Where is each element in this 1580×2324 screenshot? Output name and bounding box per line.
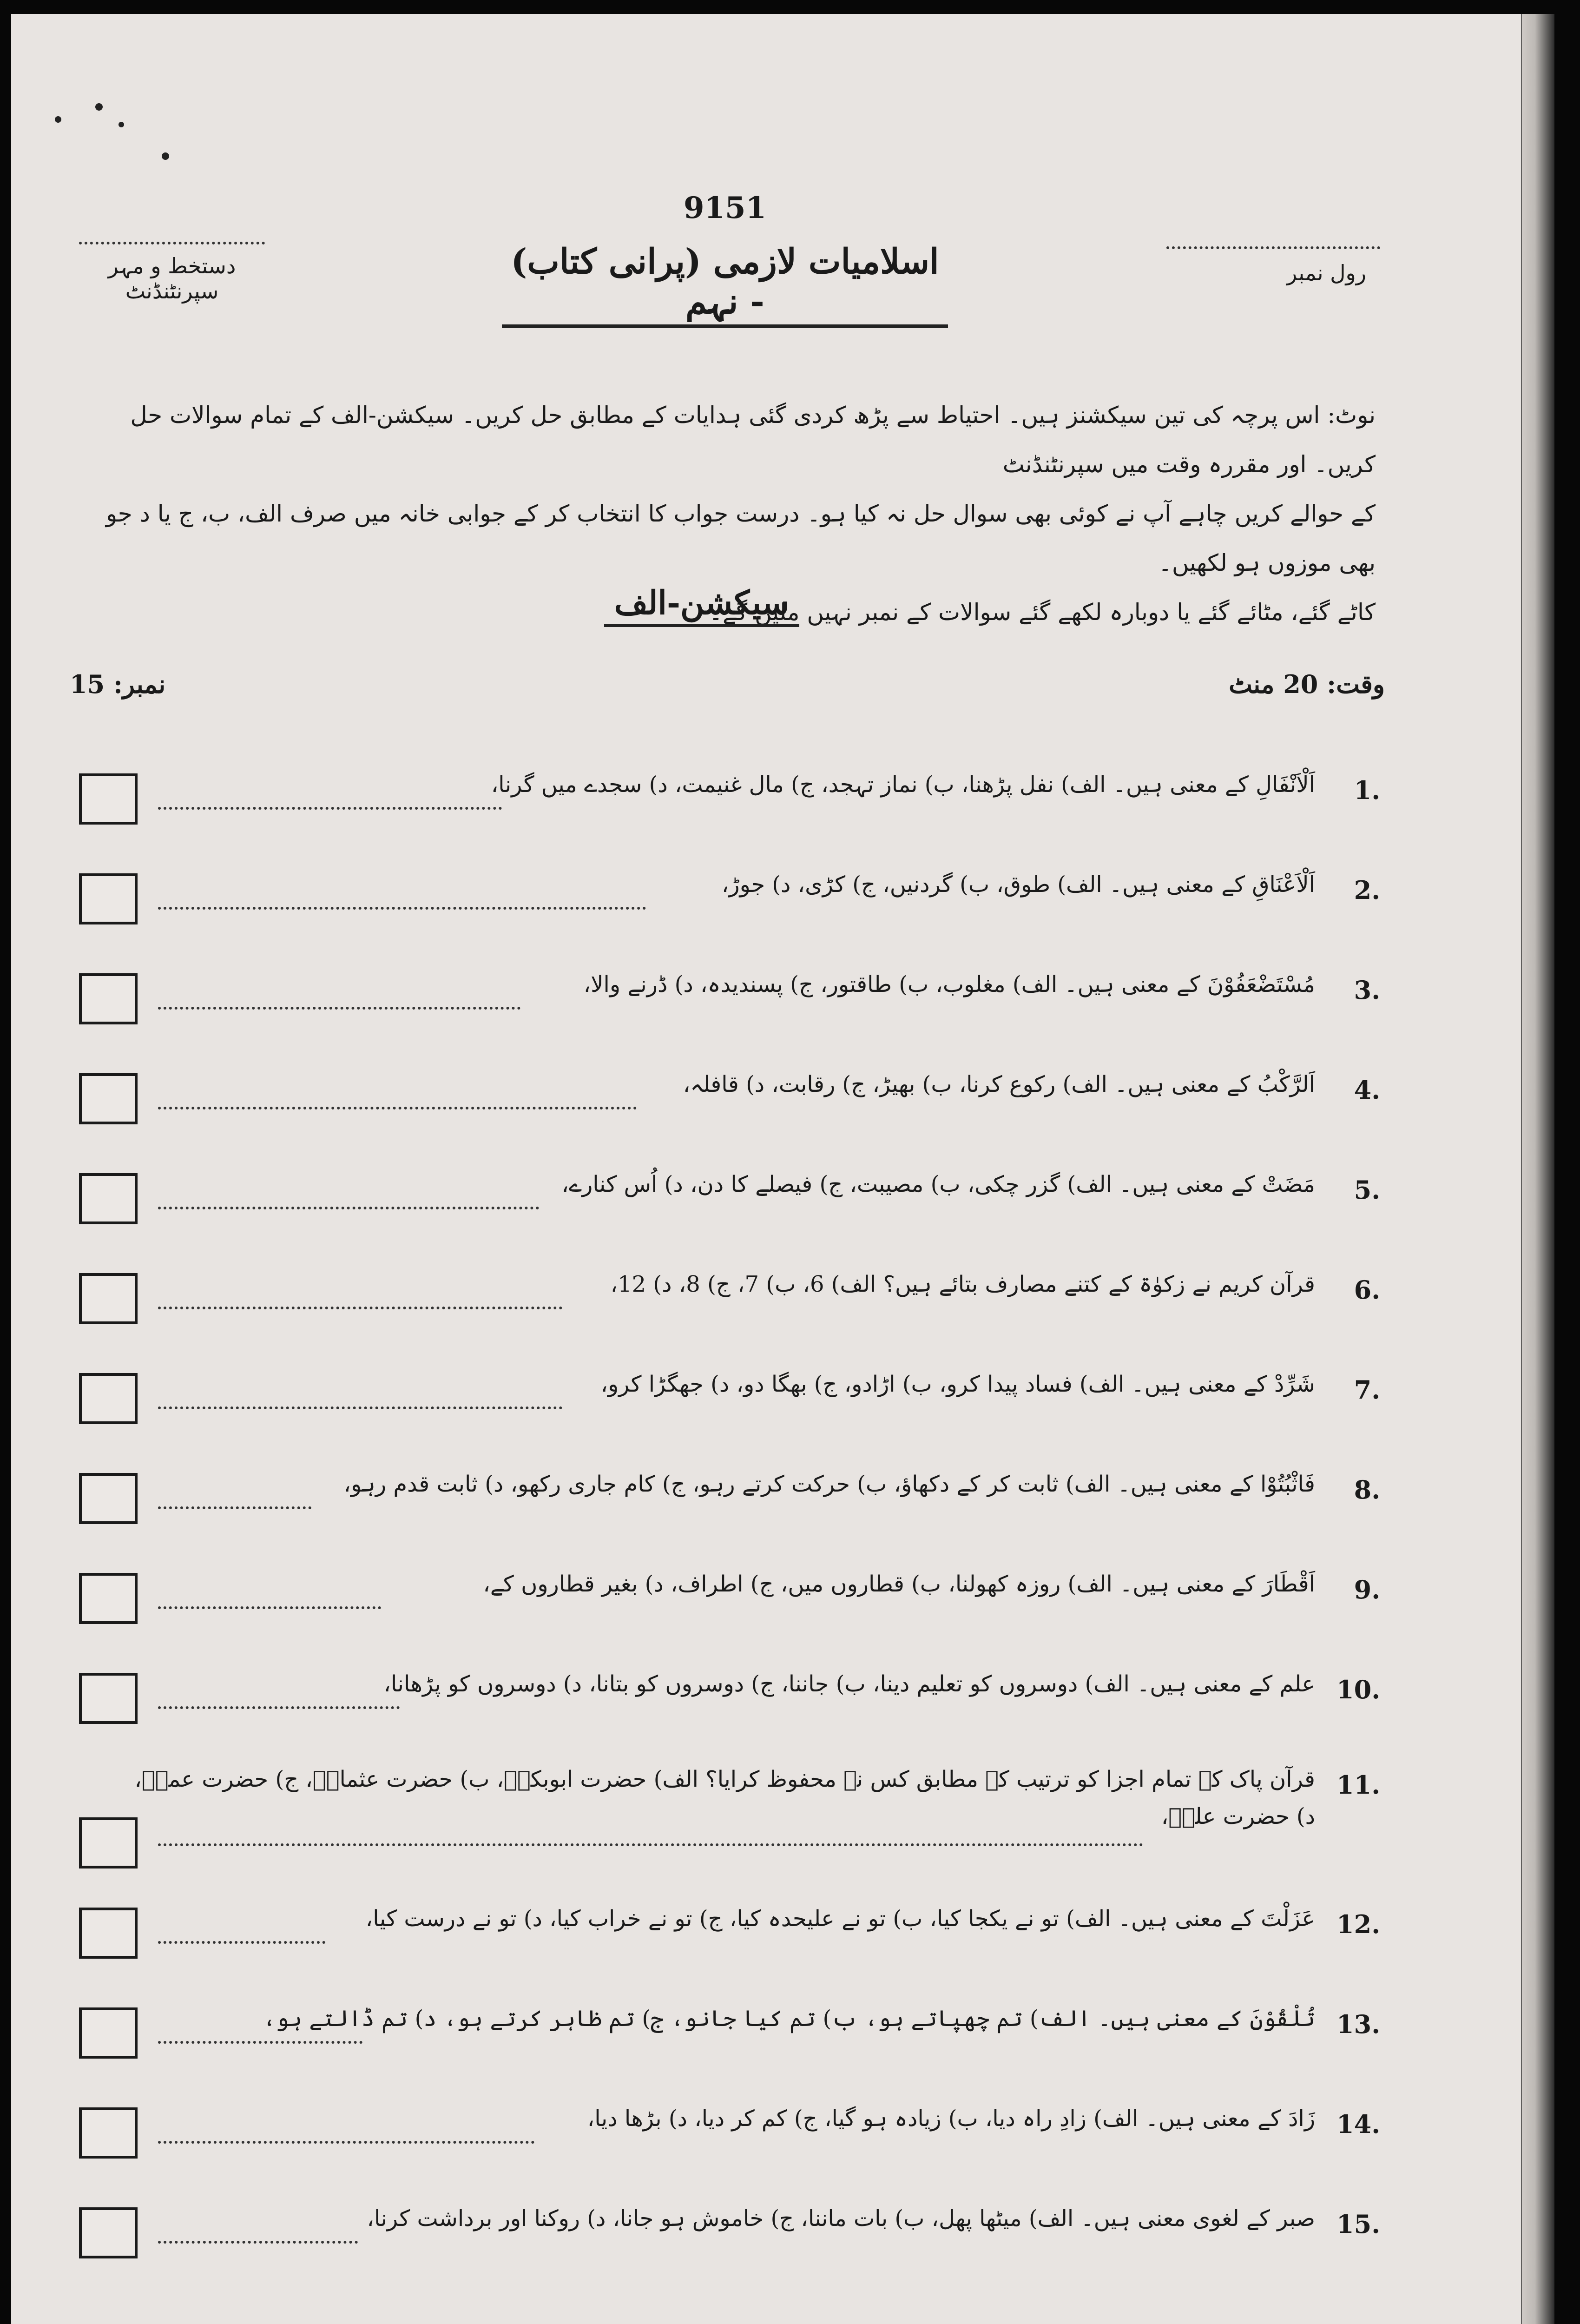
question-number: 1.	[1354, 775, 1380, 805]
answer-dotted-line	[158, 2141, 534, 2144]
answer-box[interactable]	[79, 1073, 138, 1124]
instructions-line: کے حوالے کریں چاہے آپ نے کوئی بھی سوال حل نہ کیا ہو۔ درست جواب کا انتخاب کر کے جوابی خانہ میں صرف الف، ب، ج یا د جو بھی موزوں ہو لکھیں۔	[105, 500, 1376, 576]
question-text: تُلْقُوْنَ کے معنی ہیں۔ الف) تم چھپاتے ہو، ب) تم کیا جانو، ج) تم ظاہر کرتے ہو، د) تم ڈالتے ہو،	[263, 2006, 1315, 2032]
roll-number-line[interactable]	[1166, 246, 1380, 249]
question-number: 3.	[1354, 975, 1380, 1005]
time-label: وقت: 20 منٹ	[1229, 669, 1385, 699]
question-row	[79, 1367, 1380, 1436]
answer-dotted-line	[158, 1007, 520, 1010]
answer-dotted-line	[158, 1307, 562, 1309]
question-row	[79, 867, 1380, 937]
question-text: فَاثْبُتُوْا کے معنی ہیں۔ الف) ثابت کر کے دکھاؤ، ب) حرکت کرتے رہو، ج) کام جاری رکھو، د) ثابت قدم رہو،	[343, 1471, 1315, 1497]
question-row	[79, 1762, 1380, 1868]
question-number: 7.	[1354, 1375, 1380, 1405]
paper-title: اسلامیات لازمی (پرانی کتاب) - نہم	[502, 242, 948, 328]
question-number: 9.	[1354, 1575, 1380, 1604]
answer-dotted-line	[158, 1406, 562, 1409]
question-text: اَقْطَارَ کے معنی ہیں۔ الف) روزہ کھولنا، ب) قطاروں میں، ج) اطراف، د) بغیر قطاروں کے،	[483, 1571, 1315, 1597]
question-number: 2.	[1354, 875, 1380, 905]
question-row	[79, 1901, 1380, 1971]
question-number: 10.	[1336, 1675, 1380, 1704]
paper-code: 9151	[683, 191, 767, 225]
question-number: 14.	[1336, 2109, 1380, 2139]
answer-dotted-line	[158, 807, 502, 810]
question-number: 11.	[1336, 1770, 1380, 1800]
question-text-continued: د) حضرت علیؓ،	[1161, 1803, 1315, 1829]
question-row	[79, 2101, 1380, 2171]
answer-dotted-line	[158, 1107, 637, 1109]
question-number: 13.	[1336, 2009, 1380, 2039]
question-row	[79, 1067, 1380, 1136]
answer-box[interactable]	[79, 873, 138, 924]
answer-dotted-line	[158, 1606, 381, 1609]
answer-box[interactable]	[79, 773, 138, 825]
question-number: 6.	[1354, 1275, 1380, 1305]
paper-edge	[1522, 14, 1554, 2324]
answer-box[interactable]	[79, 1373, 138, 1424]
answer-dotted-line	[158, 1941, 325, 1944]
question-text: زَادَ کے معنی ہیں۔ الف) زادِ راہ دیا، ب) زیادہ ہو گیا، ج) کم کر دیا، د) بڑھا دیا،	[587, 2106, 1315, 2132]
answer-dotted-line	[158, 1207, 539, 1209]
question-text: قرآن پاک کے تمام اجزا کو ترتیب کے مطابق کس نے محفوظ کرایا؟ الف) حضرت ابوبکرؓ، ب) حضرت عثمانؓ، ج) حضرت عمرؓ،	[134, 1766, 1315, 1792]
answer-box[interactable]	[79, 1573, 138, 1624]
answer-box[interactable]	[79, 1817, 138, 1868]
answer-dotted-line	[158, 1843, 1143, 1846]
answer-dotted-line	[158, 907, 646, 910]
question-number: 12.	[1336, 1909, 1380, 1939]
answer-box[interactable]	[79, 1273, 138, 1324]
answer-box[interactable]	[79, 1473, 138, 1524]
ink-speck	[118, 122, 124, 127]
question-text: اَلْاَعْنَاقِ کے معنی ہیں۔ الف) طوق، ب) گردنیں، ج) کڑی، د) جوڑ،	[721, 872, 1315, 898]
question-row	[79, 767, 1380, 837]
answer-box[interactable]	[79, 1673, 138, 1724]
instructions-line: نوٹ: اس پرچہ کی تین سیکشنز ہیں۔ احتیاط سے پڑھ کردی گئی ہدایات کے مطابق حل کریں۔ سیکشن-الف کے تمام سوالات حل کریں۔ اور مقررہ وقت میں سپرنٹنڈنٹ	[130, 402, 1376, 478]
superintendent-signature-label: دستخط و مہر سپرنٹنڈنٹ	[108, 253, 236, 304]
question-text: مُسْتَضْعَفُوْنَ کے معنی ہیں۔ الف) مغلوب، ب) طاقتور، ج) پسندیدہ، د) ڈرنے والا،	[583, 971, 1315, 997]
answer-box[interactable]	[79, 973, 138, 1024]
answer-box[interactable]	[79, 2007, 138, 2059]
question-text: عَزَلْتَ کے معنی ہیں۔ الف) تو نے یکجا کیا، ب) تو نے علیحدہ کیا، ج) تو نے خراب کیا، د) تو نے درست کیا،	[365, 1906, 1315, 1932]
marks-label: نمبر: 15	[70, 669, 166, 699]
instructions-line: کاٹے گئے، مٹائے گئے یا دوبارہ لکھے گئے سوالات کے نمبر نہیں ملیں گے۔	[709, 599, 1376, 626]
question-row	[79, 1566, 1380, 1636]
question-text: قرآن کریم نے زکوٰۃ کے کتنے مصارف بتائے ہیں؟ الف) 6، ب) 7، ج) 8، د) 12،	[610, 1271, 1315, 1297]
question-text: مَضَتْ کے معنی ہیں۔ الف) گزر چکی، ب) مصیبت، ج) فیصلے کا دن، د) اُس کنارے،	[561, 1171, 1315, 1197]
question-row	[79, 1267, 1380, 1336]
ink-speck	[95, 103, 103, 111]
section-title: سیکشن-الف	[604, 583, 799, 627]
ink-speck	[55, 116, 61, 123]
question-text: اَلْاَنْفَالِ کے معنی ہیں۔ الف) نفل پڑھنا، ب) نماز تہجد، ج) مال غنیمت، د) سجدے میں گرنا،	[491, 772, 1315, 798]
answer-box[interactable]	[79, 2207, 138, 2258]
question-row	[79, 2001, 1380, 2071]
answer-box[interactable]	[79, 1173, 138, 1224]
question-row	[79, 1466, 1380, 1536]
answer-dotted-line	[158, 1706, 400, 1709]
answer-box[interactable]	[79, 2107, 138, 2159]
question-number: 15.	[1336, 2209, 1380, 2239]
answer-dotted-line	[158, 1506, 311, 1509]
question-row	[79, 1666, 1380, 1736]
question-row	[79, 2201, 1380, 2271]
question-row	[79, 967, 1380, 1037]
answer-dotted-line	[158, 2241, 358, 2244]
answer-box[interactable]	[79, 1908, 138, 1959]
question-text: اَلرَّکْبُ کے معنی ہیں۔ الف) رکوع کرنا، ب) بھیڑ، ج) رقابت، د) قافلہ،	[683, 1071, 1315, 1097]
answer-dotted-line	[158, 2041, 362, 2044]
question-row	[79, 1167, 1380, 1236]
signature-line	[79, 242, 265, 244]
question-text: شَرِّدْ کے معنی ہیں۔ الف) فساد پیدا کرو، ب) اڑادو، ج) بھگا دو، د) جھگڑا کرو،	[600, 1371, 1315, 1397]
ink-speck	[162, 152, 169, 160]
question-number: 4.	[1354, 1075, 1380, 1105]
question-text: علم کے معنی ہیں۔ الف) دوسروں کو تعلیم دینا، ب) جاننا، ج) دوسروں کو بتانا، د) دوسروں کو پڑھانا،	[383, 1671, 1315, 1697]
question-number: 5.	[1354, 1175, 1380, 1205]
question-text: صبر کے لغوی معنی ہیں۔ الف) میٹھا پھل، ب) بات ماننا، ج) خاموش ہو جانا، د) روکنا اور برداشت کرنا،	[367, 2205, 1315, 2232]
question-number: 8.	[1354, 1475, 1380, 1505]
roll-number-label: رول نمبر	[1286, 260, 1366, 285]
